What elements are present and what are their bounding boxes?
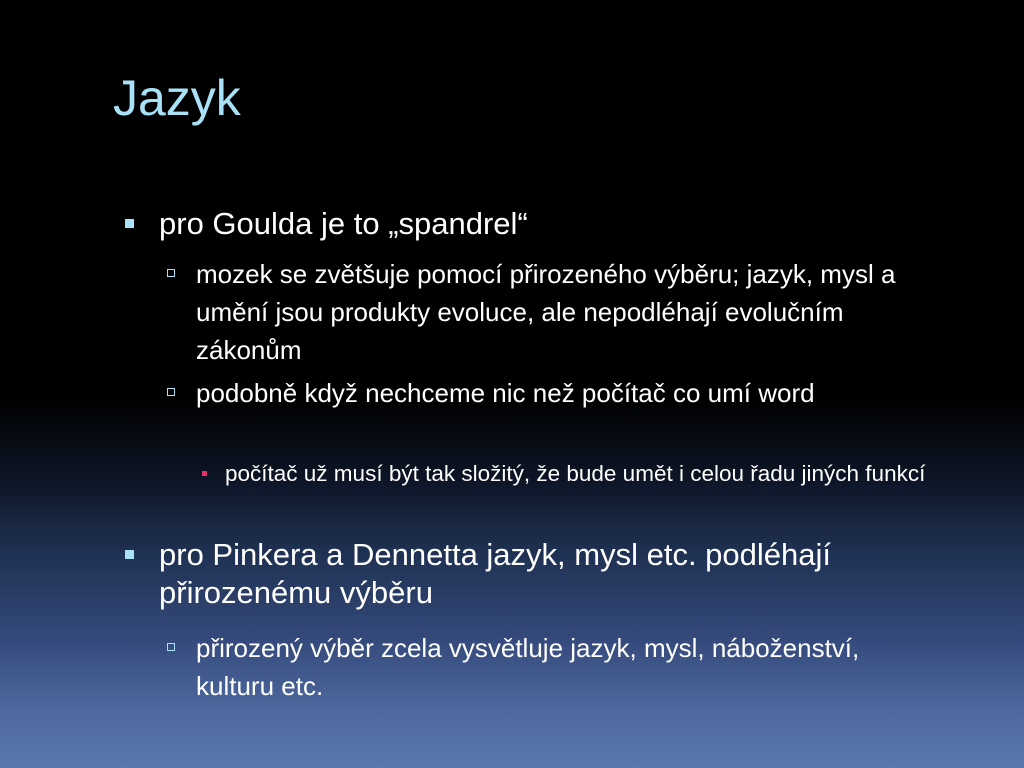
bullet-level2 xyxy=(196,255,941,369)
bullet-level2 xyxy=(196,629,916,705)
square-bullet-icon xyxy=(125,550,134,559)
bullet-text: podobně když nechceme nic než počítač co umí word xyxy=(196,378,815,408)
bullet-text: pro Goulda je to „spandrel“ xyxy=(159,206,528,241)
bullet-level3 xyxy=(225,458,960,490)
small-square-bullet-icon xyxy=(202,471,207,476)
hollow-square-bullet-icon xyxy=(167,643,175,651)
hollow-square-bullet-icon xyxy=(167,388,175,396)
square-bullet-icon xyxy=(125,219,134,228)
bullet-level2 xyxy=(196,374,941,412)
bullet-text: pro Pinkera a Dennetta jazyk, mysl etc. podléhají přirozenému výběru xyxy=(159,537,832,610)
bullet-level1 xyxy=(159,536,919,612)
bullet-text: počítač už musí být tak složitý, že bude umět i celou řadu jiných funkcí xyxy=(225,461,926,486)
slide-title: Jazyk xyxy=(113,70,241,126)
hollow-square-bullet-icon xyxy=(167,269,175,277)
bullet-level1 xyxy=(159,205,979,243)
bullet-text: mozek se zvětšuje pomocí přirozeného výběru; jazyk, mysl a umění jsou produkty evoluce, ale nepodléhají evolučním zákonům xyxy=(196,259,896,365)
bullet-text: přirozený výběr zcela vysvětluje jazyk, mysl, náboženství, kulturu etc. xyxy=(196,633,860,701)
